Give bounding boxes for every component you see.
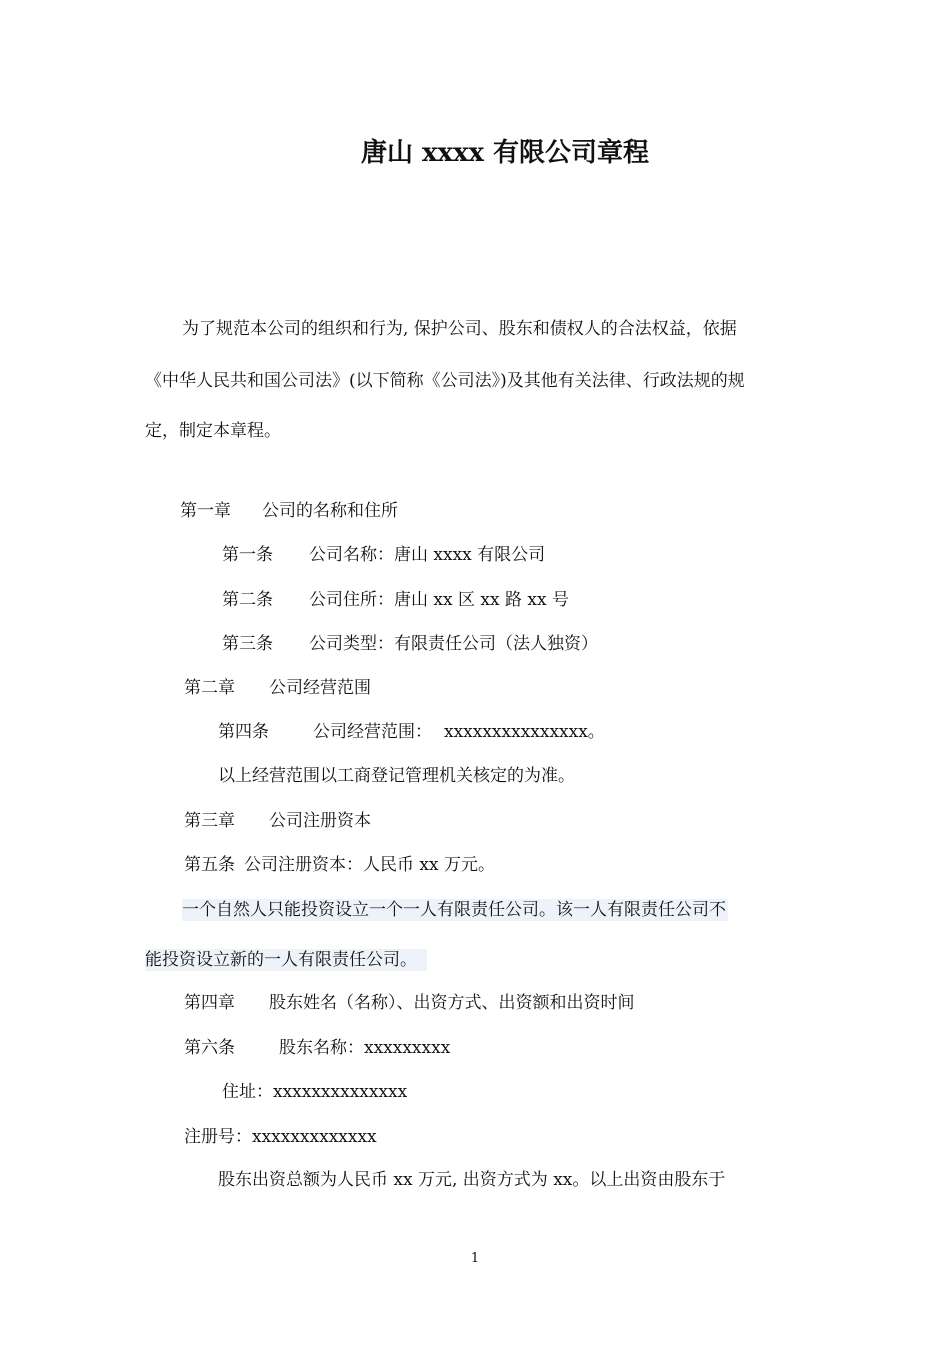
article-label: 第三条	[222, 634, 273, 654]
chapter-title: 股东姓名（名称）、出资方式、出资额和出资时间	[269, 993, 635, 1013]
preamble-line-2: 《中华人民共和国公司法》(以下简称《公司法》)及其他有关法律、行政法规的规	[145, 371, 745, 391]
article-text: 公司名称：唐山 xxxx 有限公司	[309, 545, 546, 565]
chapter-4-heading	[184, 992, 635, 1014]
article-text: 公司住所：唐山 xx 区 xx 路 xx 号	[309, 590, 569, 610]
chapter-label: 第二章	[184, 678, 235, 698]
chapter-3-heading	[184, 810, 371, 832]
chapter-label: 第一章	[180, 501, 231, 521]
article-label: 第二条	[222, 590, 273, 610]
article-label: 第六条	[184, 1038, 235, 1058]
document-title: 唐山 xxxx 有限公司章程	[360, 138, 650, 168]
chapter-1-heading	[180, 500, 398, 522]
scope-note: 以上经营范围以工商登记管理机关核定的为准。	[218, 766, 575, 786]
page-number: 1	[470, 1251, 480, 1266]
chapter-label: 第三章	[184, 811, 235, 831]
preamble-line-3: 定，制定本章程。	[145, 421, 281, 441]
article-text: 公司经营范围：	[313, 722, 432, 742]
article-label: 第一条	[222, 545, 273, 565]
business-scope-value: xxxxxxxxxxxxxxx。	[444, 722, 605, 742]
preamble-line-1: 为了规范本公司的组织和行为, 保护公司、股东和债权人的合法权益，依据	[182, 319, 737, 339]
article-5	[184, 854, 495, 876]
article-4	[218, 721, 605, 743]
article-text: 股东名称：xxxxxxxxx	[279, 1038, 451, 1058]
article-2	[222, 589, 569, 611]
single-person-note-line-1: 一个自然人只能投资设立一个一人有限责任公司。该一人有限责任公司不	[182, 900, 726, 920]
chapter-2-heading	[184, 677, 371, 699]
article-1	[222, 544, 545, 566]
article-3	[222, 633, 598, 655]
single-person-note-line-2: 能投资设立新的一人有限责任公司。	[145, 949, 427, 971]
article-label: 第五条	[184, 855, 235, 875]
chapter-title: 公司注册资本	[269, 811, 371, 831]
shareholder-address: 住址：xxxxxxxxxxxxxx	[222, 1082, 408, 1102]
article-label: 第四条	[218, 722, 269, 742]
chapter-title: 公司的名称和住所	[262, 501, 398, 521]
article-text: 公司注册资本：人民币 xx 万元。	[244, 855, 495, 875]
registration-number: 注册号：xxxxxxxxxxxxx	[184, 1127, 377, 1147]
article-text: 公司类型：有限责任公司（法人独资）	[309, 634, 598, 654]
chapter-title: 公司经营范围	[269, 678, 371, 698]
chapter-label: 第四章	[184, 993, 235, 1013]
article-6	[184, 1037, 450, 1059]
capital-contribution-text: 股东出资总额为人民币 xx 万元, 出资方式为 xx。以上出资由股东于	[218, 1170, 726, 1190]
